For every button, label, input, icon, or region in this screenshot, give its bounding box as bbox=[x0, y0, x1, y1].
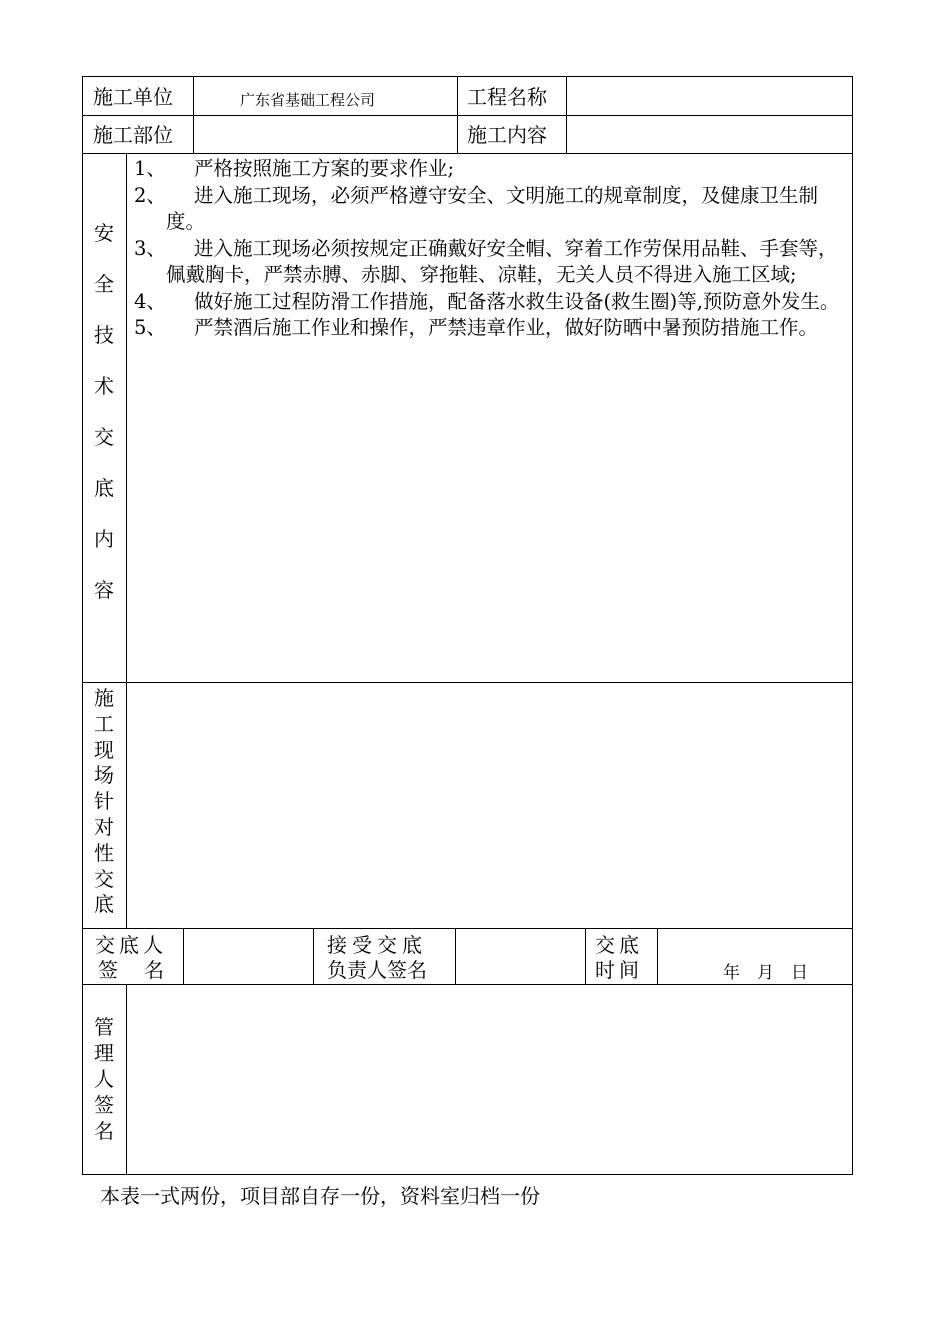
list-item bbox=[134, 315, 846, 342]
item-text: 做好施工过程防滑工作措施，配备落水救生设备(救生圈)等,预防意外发生。 bbox=[194, 289, 840, 313]
row-divider bbox=[82, 928, 853, 929]
label-char: 技 bbox=[94, 323, 114, 347]
date-field[interactable]: 年 月 日 bbox=[723, 963, 808, 983]
receiver-label-line2: 负责人签名 bbox=[327, 958, 427, 982]
col-divider bbox=[457, 76, 458, 153]
label-char: 人 bbox=[94, 1067, 114, 1091]
list-item bbox=[134, 183, 846, 236]
giver-signature-field[interactable] bbox=[185, 930, 312, 983]
time-label-line2: 时间 bbox=[595, 958, 643, 982]
label-char: 管 bbox=[94, 1015, 114, 1039]
label-char: 交 bbox=[94, 425, 114, 449]
item-text: 进入施工现场必须按规定正确戴好安全帽、穿着工作劳保用品鞋、手套等，佩戴胸卡，严禁赤膊、赤脚、穿拖鞋、凉鞋，无关人员不得进入施工区域; bbox=[166, 236, 838, 286]
site-section-label bbox=[92, 686, 116, 918]
label-char: 现 bbox=[94, 737, 114, 762]
label-char: 施 bbox=[94, 686, 114, 710]
label-char: 安 bbox=[94, 221, 114, 245]
col-divider bbox=[193, 76, 194, 153]
label-char: 理 bbox=[94, 1041, 114, 1065]
label-char: 内 bbox=[94, 527, 114, 551]
label-char: 场 bbox=[94, 763, 114, 788]
receiver-label-line1: 接受交底 bbox=[327, 933, 427, 957]
label-char: 工 bbox=[94, 711, 114, 736]
item-text: 严格按照施工方案的要求作业; bbox=[194, 157, 455, 180]
site-content-area[interactable] bbox=[128, 684, 852, 927]
row-divider bbox=[82, 682, 853, 683]
row-divider bbox=[82, 984, 853, 985]
label-char: 性 bbox=[94, 840, 114, 865]
safety-section-label bbox=[92, 208, 116, 616]
label-char: 签 bbox=[94, 1093, 114, 1117]
list-item bbox=[134, 156, 846, 183]
project-label: 工程名称 bbox=[467, 85, 547, 109]
col-divider bbox=[183, 928, 184, 984]
manager-section-label bbox=[92, 1014, 116, 1144]
col-divider bbox=[126, 153, 127, 928]
list-item bbox=[134, 289, 846, 316]
dept-label: 施工部位 bbox=[93, 123, 173, 147]
footer-note: 本表一式两份，项目部自存一份，资料室归档一份 bbox=[100, 1184, 540, 1208]
col-divider bbox=[566, 76, 567, 153]
item-number: 2、 bbox=[134, 183, 166, 207]
item-text: 进入施工现场，必须严格遵守安全、文明施工的规章制度，及健康卫生制度。 bbox=[166, 183, 819, 233]
col-divider bbox=[313, 928, 314, 984]
unit-label: 施工单位 bbox=[93, 85, 173, 109]
col-divider bbox=[657, 928, 658, 984]
col-divider bbox=[126, 984, 127, 1175]
label-char: 交 bbox=[94, 866, 114, 891]
row-divider bbox=[82, 153, 853, 154]
label-char: 针 bbox=[94, 789, 114, 814]
giver-label-line1: 交底人 bbox=[95, 933, 167, 957]
time-label-line1: 交底 bbox=[595, 933, 643, 957]
label-char: 对 bbox=[94, 814, 114, 839]
giver-label-line2: 签 名 bbox=[98, 958, 167, 982]
list-item bbox=[134, 236, 846, 289]
label-char: 名 bbox=[94, 1119, 114, 1143]
label-char: 术 bbox=[94, 374, 114, 398]
label-char: 容 bbox=[94, 578, 114, 602]
label-char: 底 bbox=[94, 476, 114, 500]
manager-signature-area[interactable] bbox=[128, 986, 852, 1174]
unit-value[interactable]: 广东省基础工程公司 bbox=[240, 91, 376, 109]
row-divider bbox=[82, 115, 853, 116]
item-number: 1、 bbox=[134, 157, 166, 180]
item-number: 4、 bbox=[134, 289, 166, 313]
item-number: 3、 bbox=[134, 236, 166, 260]
label-char: 全 bbox=[94, 272, 114, 296]
receiver-signature-field[interactable] bbox=[457, 930, 584, 983]
safety-items bbox=[134, 156, 846, 342]
item-text: 严禁酒后施工作业和操作，严禁违章作业，做好防晒中暑预防措施工作。 bbox=[194, 316, 819, 339]
col-divider bbox=[455, 928, 456, 984]
item-number: 5、 bbox=[134, 316, 166, 339]
col-divider bbox=[585, 928, 586, 984]
label-char: 底 bbox=[94, 892, 114, 917]
content-label: 施工内容 bbox=[467, 123, 547, 147]
